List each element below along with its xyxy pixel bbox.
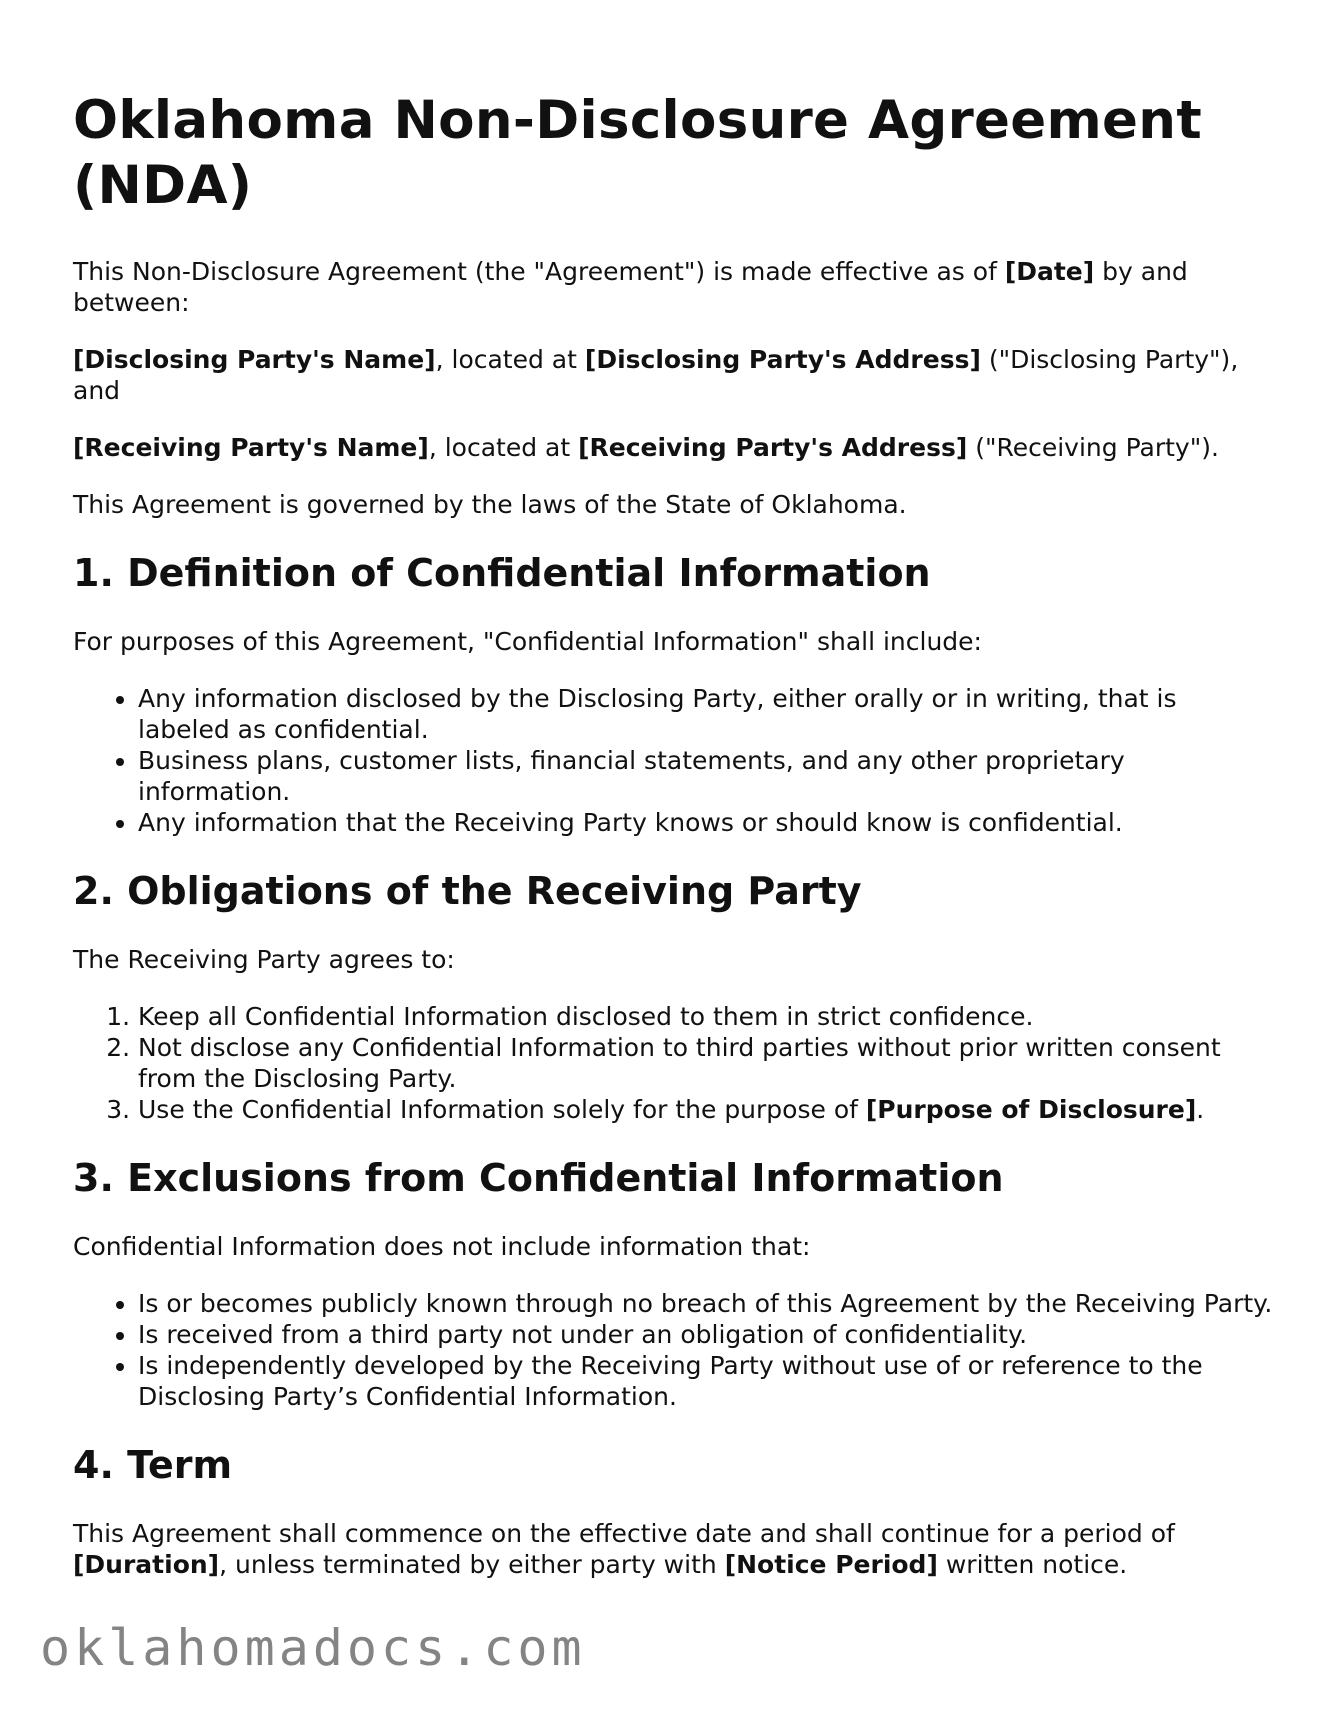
intro-paragraph: [73, 256, 1273, 318]
term-text-a: This Agreement shall commence on the effective date and shall continue for a period of: [73, 1519, 1175, 1548]
section-3-lead: Confidential Information does not include information that:: [73, 1232, 811, 1261]
disclosing-party-paragraph: [73, 344, 1273, 406]
located-at-text: , located at: [435, 345, 585, 374]
disclosing-name-placeholder: [Disclosing Party's Name]: [73, 345, 436, 374]
section-4-heading: 4. Term: [73, 1443, 233, 1487]
list-item: 1. Keep all Confidential Information disclosed to them in strict confidence.: [138, 1001, 1273, 1032]
term-text-c: written notice.: [937, 1550, 1128, 1579]
duration-placeholder: [Duration]: [73, 1550, 220, 1579]
notice-period-placeholder: [Notice Period]: [724, 1550, 938, 1579]
receiving-party-paragraph: [73, 432, 1273, 463]
section-2-list: [73, 1001, 1273, 1125]
section-1-list: [73, 683, 1273, 838]
list-item: • Is received from a third party not under an obligation of confidentiality.: [138, 1319, 1273, 1350]
list-item: • Any information disclosed by the Disclosing Party, either orally or in writing, that is labeled as confidential.: [138, 683, 1273, 745]
governing-law-paragraph: This Agreement is governed by the laws of the State of Oklahoma.: [73, 490, 907, 519]
list-item: • Any information that the Receiving Party knows or should know is confidential.: [138, 807, 1273, 838]
section-2-lead: The Receiving Party agrees to:: [73, 945, 455, 974]
receiving-name-placeholder: [Receiving Party's Name]: [73, 433, 429, 462]
list-item: • Business plans, customer lists, financial statements, and any other proprietary information.: [138, 745, 1273, 807]
receiving-tail-text: ("Receiving Party").: [967, 433, 1219, 462]
section-1-heading: 1. Definition of Confidential Information: [73, 551, 931, 595]
list-item: • Is or becomes publicly known through no breach of this Agreement by the Receiving Party.: [138, 1288, 1273, 1319]
section-2-heading: 2. Obligations of the Receiving Party: [73, 869, 862, 913]
item3-text-a: Use the Confidential Information solely for the purpose of: [138, 1095, 866, 1124]
list-item: 2. Not disclose any Confidential Information to third parties without prior written consent from the Disclosing Party.: [138, 1032, 1273, 1094]
document-page: [73, 88, 1273, 1580]
term-text-b: , unless terminated by either party with: [219, 1550, 725, 1579]
intro-text-b: by and between:: [73, 257, 1188, 317]
purpose-placeholder: [Purpose of Disclosure]: [865, 1095, 1197, 1124]
section-3-list: [73, 1288, 1273, 1412]
receiving-address-placeholder: [Receiving Party's Address]: [578, 433, 968, 462]
section-1-lead: For purposes of this Agreement, "Confidential Information" shall include:: [73, 627, 982, 656]
item3-text-b: .: [1196, 1095, 1205, 1124]
date-placeholder: [Date]: [1004, 257, 1095, 286]
disclosing-tail-text: ("Disclosing Party"), and: [73, 345, 1239, 405]
section-3-heading: 3. Exclusions from Confidential Information: [73, 1156, 1004, 1200]
intro-text-a: This Non-Disclosure Agreement (the "Agreement") is made effective as of: [73, 257, 1005, 286]
document-title: Oklahoma Non-Disclosure Agreement (NDA): [73, 90, 1202, 216]
list-item: [138, 1094, 1273, 1125]
disclosing-address-placeholder: [Disclosing Party's Address]: [584, 345, 981, 374]
list-item: • Is independently developed by the Receiving Party without use of or reference to the Disclosing Party’s Confidential Information.: [138, 1350, 1273, 1412]
located-at-text: , located at: [428, 433, 579, 462]
site-watermark: oklahomadocs.com: [40, 1619, 586, 1677]
term-paragraph: [73, 1518, 1273, 1580]
